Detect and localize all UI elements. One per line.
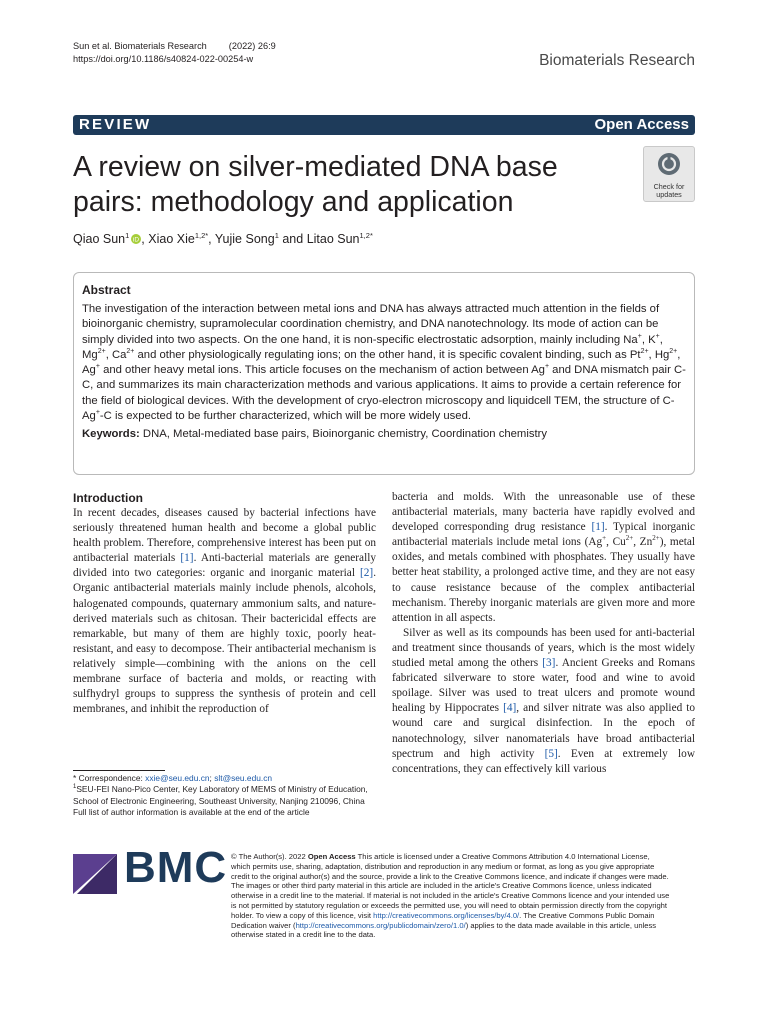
article-type-band <box>73 115 695 135</box>
footnote-divider <box>73 770 165 771</box>
year-volume: (2022) 26:9 <box>228 41 276 51</box>
body-column-left <box>73 490 376 717</box>
abstract-box <box>73 272 695 475</box>
citation-link[interactable]: [2] <box>360 567 374 580</box>
citation-link[interactable]: [4] <box>503 702 517 715</box>
author-name[interactable]: Litao Sun <box>306 232 360 246</box>
author-name[interactable]: Xiao Xie <box>148 232 195 246</box>
check-badge-line2: updates <box>656 190 682 199</box>
author-affiliation: 1,2* <box>194 230 209 240</box>
doi-link[interactable]: https://doi.org/10.1186/s40824-022-00254-w <box>73 54 254 64</box>
footnotes <box>73 773 376 819</box>
citation-link[interactable]: [1] <box>180 552 194 565</box>
svg-text:iD: iD <box>133 236 140 244</box>
article-meta <box>73 40 298 66</box>
waiver-link[interactable]: http://creativecommons.org/publicdomain/zero/1.0/ <box>295 920 466 930</box>
paragraph: Silver as well as its compounds has been used for anti-bacterial and treatment since thousands of years, which is the most widely studied metal among the others [3]. Ancient Greeks and Romans fabricated silverware to store water, food and wine to avoid spoilage. Silver was used to treat ulcers and promote wound healing by Hippocrates [4], and silver nitrate was also applied to wound care and surgical disinfection. In the epoch of nanotechnology, silver nanomaterials have broad antibacterial spectrum and high activity [5]. Even at extremely low concentrations, they can effectively kill various <box>392 626 696 775</box>
abstract-text: The investigation of the interaction between metal ions and DNA has always attracted much attention in the fields of bioinorganic chemistry, supramolecular coordination chemistry, and DNA nanotechnology. Its mode of action can be simply divided into two aspects. On the one hand, it is non-specific electrostatic adsorption, mainly including Na+, K+, $Mg^{2+}$, $Ca^{2+}$ and other physiologically regulating ions; on the other hand, it is specific covalent binding, such as $Pt^{2+}$, $Hg^{2+}$, Ag+ and other heavy metal ions. This article focuses on the mechanism of action between Ag+ and DNA mismatch pair C-C, and summarizes its main characterization methods and various applications. It aims to provide a certain reference for the field of biological devices. With the development of cryo-electron microscopy and liquidcell TEM, the structure of C-Ag+-C is expected to be further characterized, which will be more widely used. <box>82 303 686 423</box>
bmc-logo-text: BMC <box>124 843 228 892</box>
paragraph: bacteria and molds. With the unreasonable use of these antibacterial materials, many bacteria have rapidly evolved and developed corresponding drug resistance [1]. Typical inorganic antibacterial materials include metal ions (Ag+, $Cu^{2+}$, $Zn^{2+}$), metal oxides, and metals combined with phosphates. They usually have better heat stability, a prolonged active time, and they are not easy to cause resistance because of the complex antibacterial mechanism. Thereby inorganic materials are given more and more attention in all aspects. <box>392 491 696 624</box>
author-affiliation: 1 <box>274 230 279 240</box>
check-badge-line1: Check for <box>653 182 685 191</box>
full-author-info: Full list of author information is available at the end of the article <box>73 807 310 818</box>
body-column-right <box>392 490 695 777</box>
journal-name: Biomaterials Research <box>539 52 695 69</box>
author-name[interactable]: Yujie Song <box>214 232 275 246</box>
open-access-label: Open Access <box>594 116 689 133</box>
paragraph: In recent decades, diseases caused by bacterial infections have seriously threatened human health and become a global public health problem. Therefore, comprehensive interest has been put on antibacterial materials [1]. Anti-bacterial materials are generally divided into two categories: organic and inorganic material [2]. Organic antibacterial materials mainly include phenols, alcohols, halogenated compounds, quaternary ammonium salts, and nature-derived materials such as chitosan. Their bactericidal effects are remarkable, but many of them are highly toxic, poorly heat-resistant, and easy to decompose. Their antibacterial mechanism is relatively simple—combining with the anions on the cell membrane surface of bacteria and molds, or reacting with sulfhydryl groups to suppress the synthesis of protein and cell membranes, and inhibit the reproduction of <box>73 507 377 716</box>
keywords: Keywords: DNA, Metal-mediated base pairs, Bioinorganic chemistry, Coordination chemistry <box>82 428 548 441</box>
email-link[interactable]: xxie@seu.edu.cn <box>145 773 210 783</box>
correspondence: * Correspondence: xxie@seu.edu.cn; slt@seu.edu.cn <box>73 773 273 783</box>
article-type-label: REVIEW <box>79 116 152 133</box>
article-title: A review on silver-mediated DNA base pairs: methodology and application <box>73 151 558 218</box>
author-affiliation: 1 <box>125 230 130 240</box>
license-text: © The Author(s). 2022 Open Access This article is licensed under a Creative Commons Attribution 4.0 International License, which permits use, sharing, adaptation, distribution and reproduction in any medium or format, as long as you give appropriate credit to the original author(s) and the source, provide a link to the Creative Commons licence, and indicate if changes were made. The images or other third party material in this article are included in the article's Creative Commons licence, unless indicated otherwise in a credit line to the material. If material is not included in the article's Creative Commons licence and your intended use is not permitted by statutory regulation or exceeds the permitted use, you will need to obtain permission directly from the copyright holder. To view a copy of this licence, visit http://creativecommons.org/licenses/by/4.0/. The Creative Commons Public Domain Dedication waiver (http://creativecommons.org/publicdomain/zero/1.0/) applies to the data made available in this article, unless otherwise stated in a credit line to the data. <box>231 852 670 940</box>
citation: Sun et al. Biomaterials Research <box>73 41 207 51</box>
section-heading-introduction: Introduction <box>73 491 143 505</box>
license-link[interactable]: http://creativecommons.org/licenses/by/4.0/ <box>373 910 520 920</box>
update-icon <box>657 152 681 176</box>
abstract-heading: Abstract <box>82 283 131 297</box>
citation-link[interactable]: [1] <box>591 521 605 534</box>
citation-link[interactable]: [5] <box>544 747 558 760</box>
affiliation: $^1$SEU-FEI Nano-Pico Center, Key Laboratory of MEMS of Ministry of Education, School of Electronic Engineering, Southeast University, Nanjing 210096, China <box>73 784 368 806</box>
author-name[interactable]: Qiao Sun <box>73 232 126 246</box>
email-link[interactable]: slt@seu.edu.cn <box>214 773 273 783</box>
author-affiliation: 1,2* <box>359 230 373 240</box>
orcid-icon[interactable] <box>131 234 141 244</box>
citation-link[interactable]: [3] <box>542 657 556 670</box>
author-conjunction: and <box>282 232 304 246</box>
check-for-updates-badge[interactable] <box>643 146 695 202</box>
author-list: Qiao Sun$^1$ iD , Xiao Xie$^{1,2*}$, Yujie Song$^1$ and Litao Sun$^{1,2*}$ <box>73 230 373 246</box>
